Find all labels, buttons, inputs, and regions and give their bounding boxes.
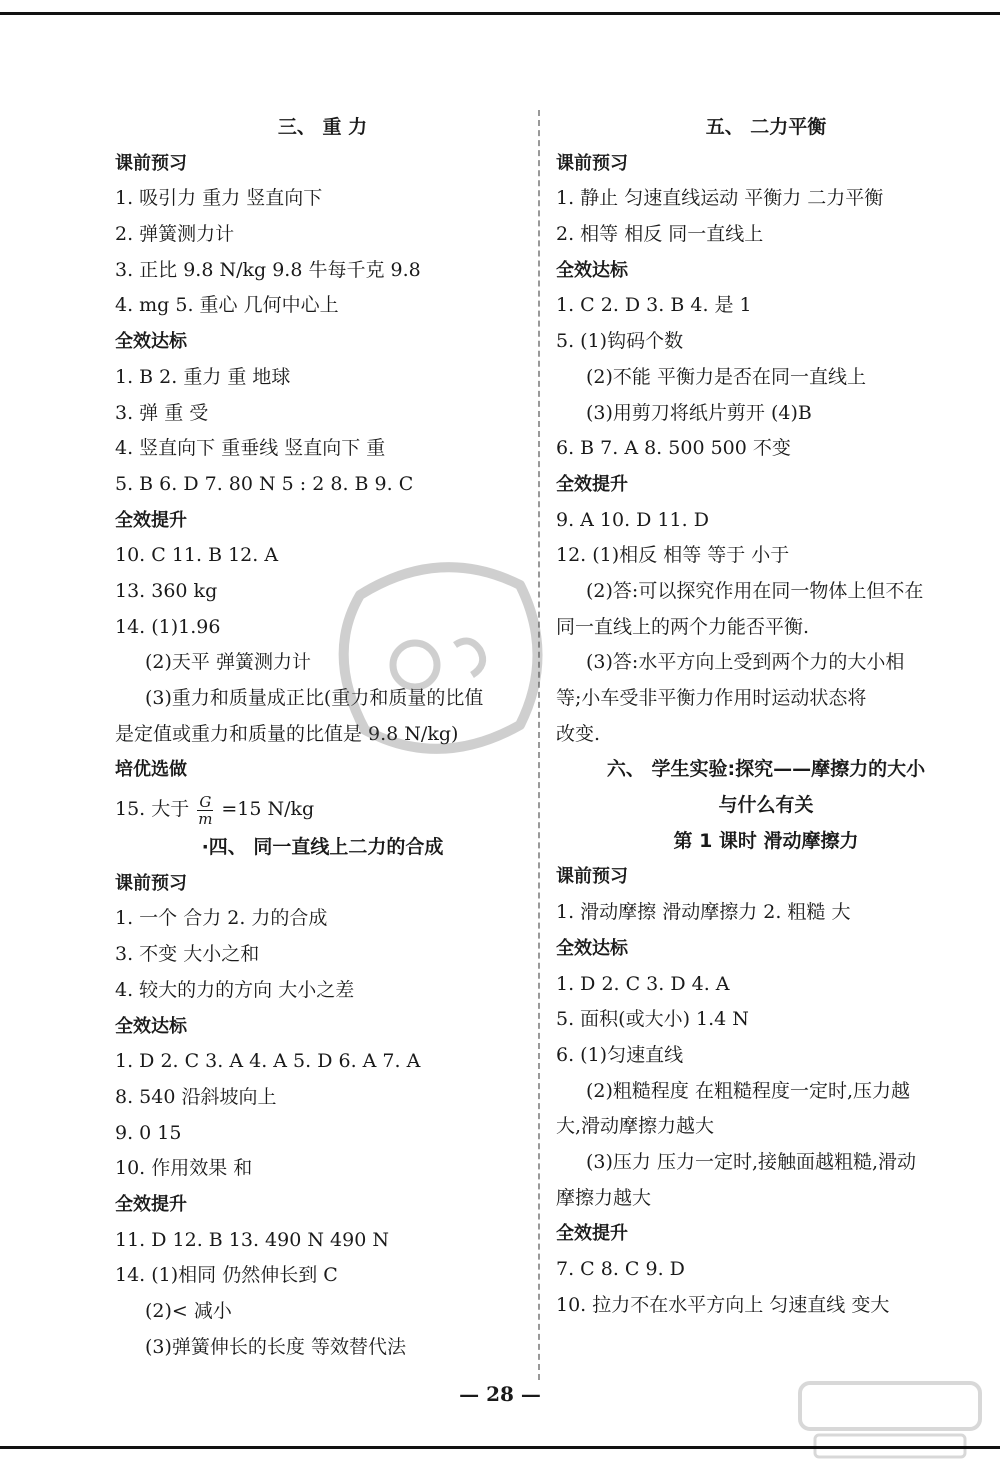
answer-line: 6. B 7. A 8. 500 500 不变 bbox=[556, 437, 791, 460]
answer-line: (2)不能 平衡力是否在同一直线上 bbox=[586, 365, 866, 388]
fraction-numerator: G bbox=[199, 792, 212, 811]
q15-line bbox=[115, 788, 530, 830]
answer-line: 1. C 2. D 3. B 4. 是 1 bbox=[556, 294, 752, 317]
section-heading: 六、 学生实验:探究——摩擦力的大小 bbox=[606, 758, 926, 781]
answer-line: 1. 滑动摩擦 滑动摩擦力 2. 粗糙 大 bbox=[556, 901, 851, 924]
answer-line: 4. 较大的力的方向 大小之差 bbox=[115, 978, 355, 1001]
subsection-label: 课前预习 bbox=[115, 872, 187, 894]
answer-line: 10. 作用效果 和 bbox=[115, 1157, 253, 1180]
top-rule bbox=[0, 12, 1000, 15]
answer-line: 9. 0 15 bbox=[115, 1121, 182, 1144]
answer-line: 13. 360 kg bbox=[115, 579, 218, 602]
right-column bbox=[556, 110, 976, 1323]
answer-line: 1. 静止 匀速直线运动 平衡力 二力平衡 bbox=[556, 187, 884, 210]
section-heading: 三、 重 力 bbox=[277, 116, 368, 138]
subsection-label: 全效达标 bbox=[115, 331, 187, 353]
answer-line: 10. C 11. B 12. A bbox=[115, 544, 279, 567]
answer-line: 12. (1)相反 相等 等于 小于 bbox=[556, 544, 790, 567]
section-heading: 第 1 课时 滑动摩擦力 bbox=[673, 829, 859, 852]
subsection-label: 全效达标 bbox=[556, 937, 628, 959]
right-section bbox=[556, 110, 976, 1323]
page-number: — 28 — bbox=[459, 1382, 541, 1406]
subsection-label: 全效达标 bbox=[556, 259, 628, 281]
answer-line: 14. (1)1.96 bbox=[115, 615, 221, 638]
bottom-rule bbox=[0, 1446, 1000, 1449]
answer-line: 5. (1)钩码个数 bbox=[556, 330, 684, 353]
answer-line: 1. D 2. C 3. A 4. A 5. D 6. A 7. A bbox=[115, 1050, 421, 1073]
answer-line: 大,滑动摩擦力越大 bbox=[556, 1115, 715, 1138]
section-heading: 与什么有关 bbox=[718, 794, 814, 817]
subsection-label: 课前预习 bbox=[556, 152, 628, 174]
answer-line: 4. mg 5. 重心 几何中心上 bbox=[115, 294, 339, 317]
answer-line: 14. (1)相同 仍然伸长到 C bbox=[115, 1264, 338, 1287]
subsection-label: 全效提升 bbox=[115, 1193, 187, 1215]
q15-prefix: 15. 大于 bbox=[115, 798, 190, 821]
answer-line: 2. 相等 相反 同一直线上 bbox=[556, 223, 764, 246]
answer-line: 同一直线上的两个力能否平衡. bbox=[556, 615, 810, 638]
subsection-label: 全效提升 bbox=[556, 1223, 628, 1245]
answer-line: (2)粗糙程度 在粗糙程度一定时,压力越 bbox=[586, 1079, 910, 1102]
answer-line: (3)重力和质量成正比(重力和质量的比值 bbox=[145, 687, 484, 709]
g-over-m-fraction bbox=[197, 794, 213, 827]
answer-line: 等;小车受非平衡力作用时运动状态将 bbox=[556, 687, 867, 709]
answer-line: 9. A 10. D 11. D bbox=[556, 508, 709, 531]
answer-line: (2)< 减小 bbox=[145, 1300, 232, 1322]
answer-line: 1. 吸引力 重力 竖直向下 bbox=[115, 187, 323, 210]
answer-line: (3)弹簧伸长的长度 等效替代法 bbox=[145, 1335, 406, 1358]
answer-line: (3)答:水平方向上受到两个力的大小相 bbox=[586, 651, 905, 674]
answer-line: 3. 弹 重 受 bbox=[115, 401, 209, 424]
answer-line: 10. 拉力不在水平方向上 匀速直线 变大 bbox=[556, 1293, 890, 1316]
subsection-label: 全效提升 bbox=[556, 473, 628, 495]
stamp-watermark-icon bbox=[320, 535, 560, 775]
section-heading: 五、 二力平衡 bbox=[705, 116, 827, 138]
subsection-label: 全效达标 bbox=[115, 1015, 187, 1037]
answer-line: 摩擦力越大 bbox=[556, 1186, 652, 1209]
answer-line: (2)答:可以探究作用在同一物体上但不在 bbox=[586, 579, 924, 602]
answer-line: 8. 540 沿斜坡向上 bbox=[115, 1085, 277, 1108]
section-heading: ·四、 同一直线上二力的合成 bbox=[201, 836, 444, 859]
answer-line: 11. D 12. B 13. 490 N 490 N bbox=[115, 1228, 389, 1251]
fraction-denominator: m bbox=[198, 809, 213, 828]
answer-line: 2. 弹簧测力计 bbox=[115, 223, 235, 246]
q15-suffix: =15 N/kg bbox=[221, 798, 315, 821]
answer-line: 1. D 2. C 3. D 4. A bbox=[556, 972, 730, 995]
answer-line: (2)天平 弹簧测力计 bbox=[145, 651, 311, 674]
answer-line: (3)压力 压力一定时,接触面越粗糙,滑动 bbox=[586, 1150, 917, 1173]
subsection-label: 课前预习 bbox=[556, 866, 628, 888]
answer-line: 3. 正比 9.8 N/kg 9.8 牛每千克 9.8 bbox=[115, 258, 421, 281]
answer-line: (3)用剪刀将纸片剪开 (4)B bbox=[586, 401, 812, 424]
answer-line: 5. 面积(或大小) 1.4 N bbox=[556, 1008, 749, 1031]
left-section-b bbox=[115, 830, 530, 1365]
subsection-label: 全效提升 bbox=[115, 509, 187, 531]
subsection-label: 培优选做 bbox=[115, 759, 187, 781]
answer-line: 3. 不变 大小之和 bbox=[115, 943, 260, 966]
answer-line: 4. 竖直向下 重垂线 竖直向下 重 bbox=[115, 437, 386, 460]
answer-line: 是定值或重力和质量的比值是 9.8 N/kg) bbox=[115, 722, 459, 745]
answer-line: 7. C 8. C 9. D bbox=[556, 1258, 685, 1280]
answer-line: 5. B 6. D 7. 80 N 5 : 2 8. B 9. C bbox=[115, 472, 414, 495]
answer-line: 6. (1)匀速直线 bbox=[556, 1043, 684, 1066]
answer-line: 1. B 2. 重力 重 地球 bbox=[115, 365, 291, 388]
answer-line: 1. 一个 合力 2. 力的合成 bbox=[115, 907, 328, 930]
subsection-label: 课前预习 bbox=[115, 152, 187, 174]
answer-line: 改变. bbox=[556, 722, 601, 745]
